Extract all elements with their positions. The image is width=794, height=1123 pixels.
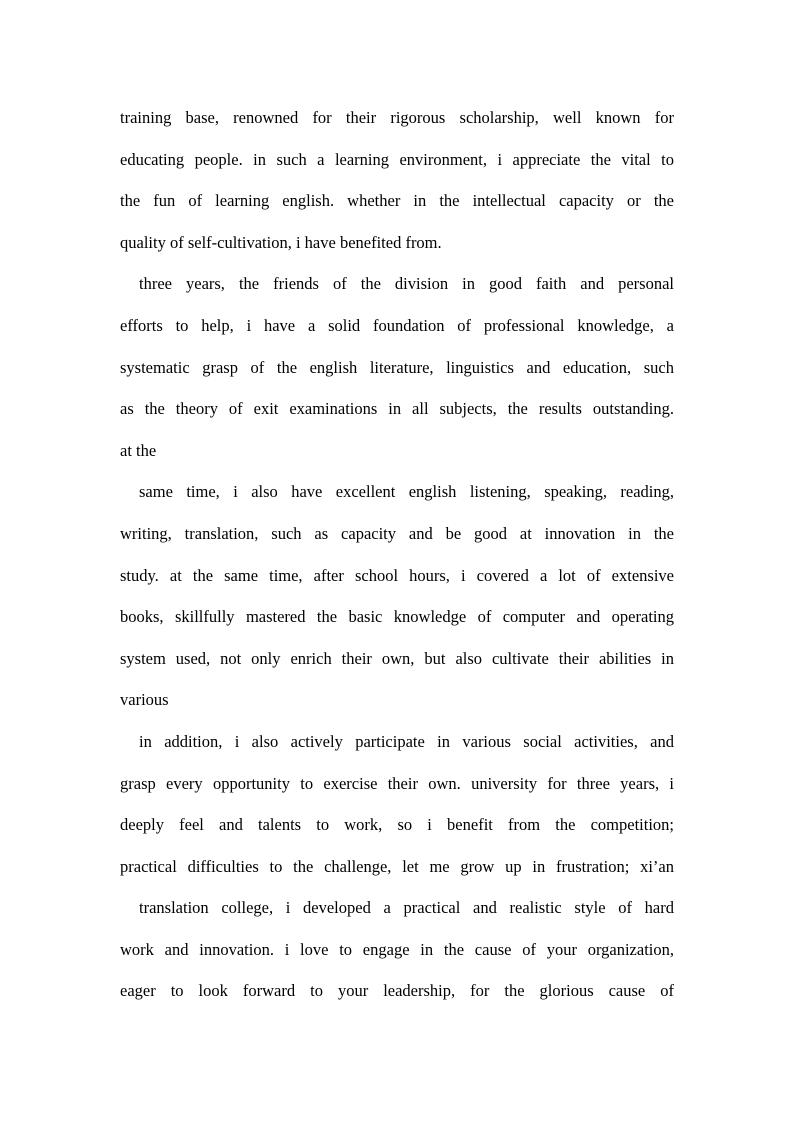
text-line: books, skillfully mastered the basic knowledge of computer and operating [120,607,674,627]
text-line: as the theory of exit examinations in all subjects, the results outstanding. [120,399,674,419]
text-line: eager to look forward to your leadership, for the glorious cause of [120,981,674,1001]
text-line: system used, not only enrich their own, but also cultivate their abilities in [120,648,674,668]
text-line: training base, renowned for their rigorous scholarship, well known for [120,108,674,127]
text-line: grasp every opportunity to exercise their own. university for three years, i [120,773,674,793]
text-line: the fun of learning english. whether in the intellectual capacity or the [120,191,674,211]
text-line: three years, the friends of the division in good faith and personal [139,274,674,294]
text-line: deeply feel and talents to work, so i benefit from the competition; [120,815,674,835]
text-line: quality of self-cultivation, i have benefited from. [120,232,442,252]
text-line: educating people. in such a learning environment, i appreciate the vital to [120,149,674,169]
body-text [120,97,674,1012]
text-line: writing, translation, such as capacity and be good at innovation in the [120,523,674,543]
text-line: translation college, i developed a practical and realistic style of hard [139,898,674,918]
text-line: systematic grasp of the english literature, linguistics and education, such [120,357,674,377]
text-line: in addition, i also actively participate in various social activities, and [139,731,674,751]
text-line: work and innovation. i love to engage in the cause of your organization, [120,939,674,959]
text-line: practical difficulties to the challenge, let me grow up in frustration; xi’an [120,856,674,876]
text-line: various [120,690,169,710]
text-line: at the [120,440,157,460]
text-line: study. at the same time, after school hours, i covered a lot of extensive [120,565,674,585]
text-line: efforts to help, i have a solid foundation of professional knowledge, a [120,315,674,335]
text-line: same time, i also have excellent english listening, speaking, reading, [139,482,674,502]
